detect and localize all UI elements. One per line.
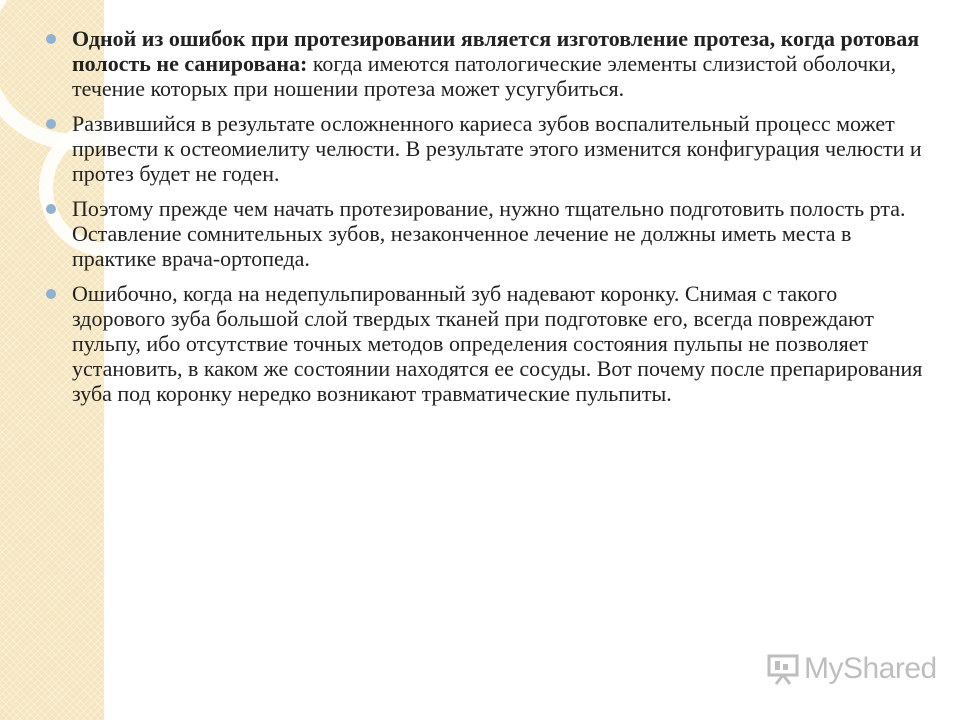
bullet-bold-text: Одной из ошибок при протезировании является изготовление протеза, когда ротовая полость не санирована: (72, 26, 920, 76)
bullet-dot (46, 34, 56, 44)
bullet-text: Ошибочно, когда на недепульпированный зуб надевают коронку. Снимая с такого здорового зуба большой слой твердых тканей при подготовке его, всегда повреждают пульпу, ибо отсутствие точных методов определения состояния пульпы не позволяет установить, в каком же состоянии находятся ее сосуды. Вот почему после препарирования зуба под коронку нередко возникают травматические пульпиты. (72, 281, 923, 406)
bullet-item (44, 196, 924, 271)
watermark-logo (766, 652, 937, 686)
bullet-dot (46, 204, 56, 214)
bullet-item (44, 26, 924, 101)
bullet-text: когда имеются патологические элементы слизистой оболочки, течение которых при ношении протеза может усугубиться. (72, 51, 897, 101)
bullet-text: Развившийся в результате осложненного кариеса зубов воспалительный процесс может привести к остеомиелиту челюсти. В результате этого изменится конфигурация челюсти и протез будет не годен. (72, 111, 922, 186)
presentation-board-icon (766, 653, 800, 685)
bullet-list (44, 26, 924, 416)
bullet-dot (46, 119, 56, 129)
bullet-dot (46, 289, 56, 299)
bullet-item (44, 111, 924, 186)
bullet-text: Поэтому прежде чем начать протезирование, нужно тщательно подготовить полость рта. Оставление сомнительных зубов, незаконченное лечение не должны иметь места в практике врача-ортопеда. (72, 196, 906, 271)
bullet-item (44, 281, 924, 406)
watermark-text: MyShared (804, 652, 937, 685)
